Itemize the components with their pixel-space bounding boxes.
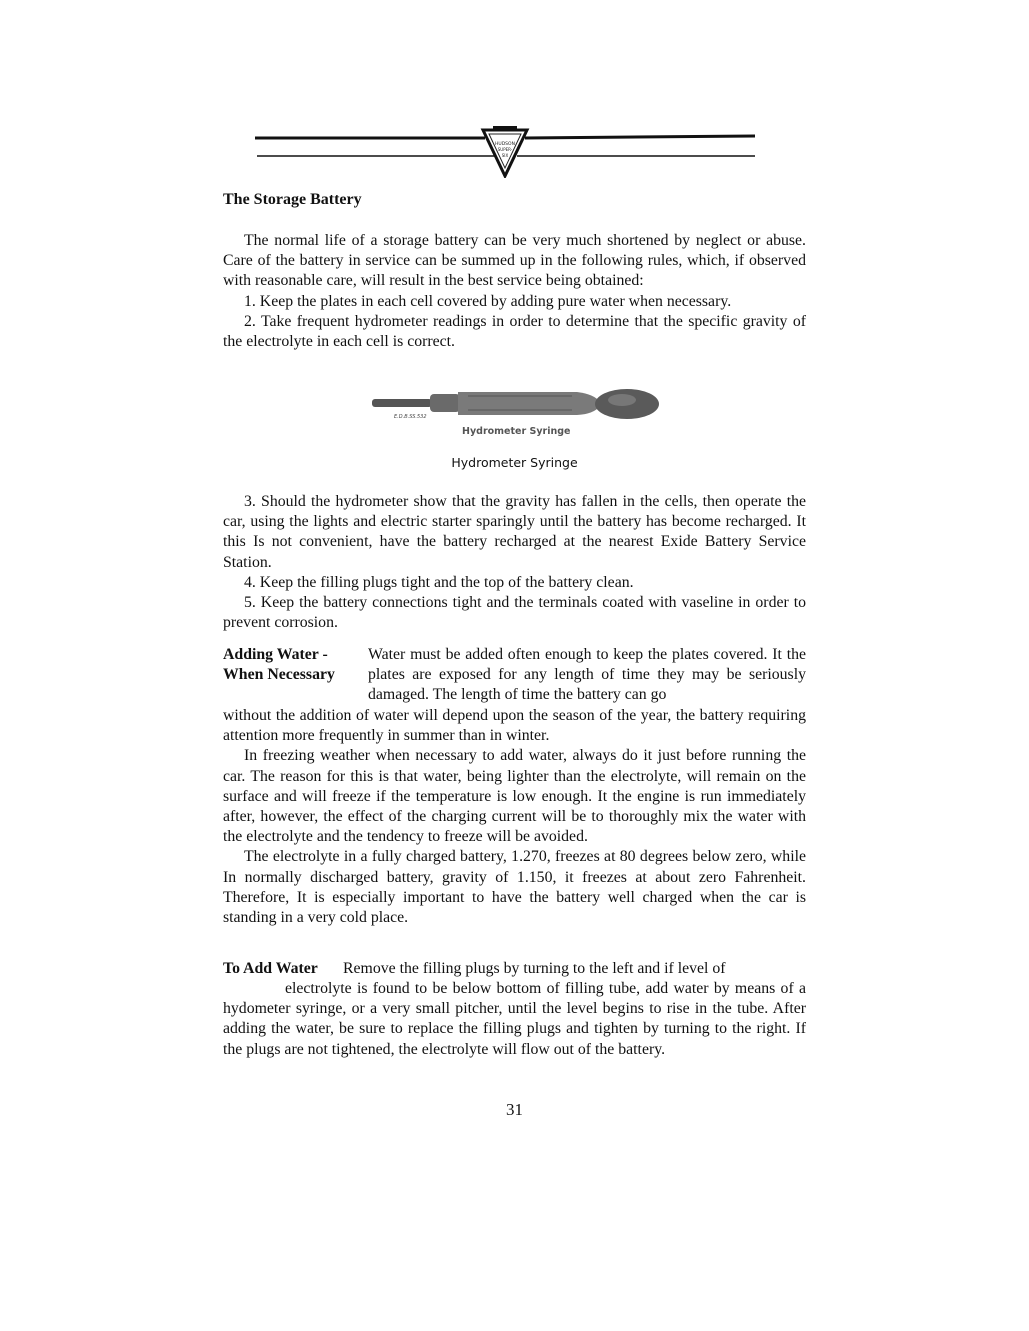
hudson-emblem-divider (255, 126, 755, 178)
intro-block (223, 231, 806, 352)
to-add-water-block (223, 979, 806, 1060)
rules-block (223, 492, 806, 633)
continuation-paragraph: without the addition of water will depend upon the season of the year, the battery requiring attention more frequently in summer than in winter. (223, 707, 806, 745)
to-add-water-first-line: Remove the filling plugs by turning to the left and if level of (343, 960, 726, 977)
figure-stamp: E.D.B.SS.532 (394, 414, 427, 420)
side-heading-line: Adding Water - (223, 646, 328, 663)
figure-caption: Hydrometer Syringe (451, 455, 578, 470)
freezing-paragraph: In freezing weather when necessary to add water, always do it just before running the car. The reason for this is that water, being lighter than the electrolyte, will remain on the surface and will freeze if the temperature is low enough. It the engine is run immediately after, however, the effect of the charging current will be to thoroughly mix the water with the electrolyte and the tendency to freeze will be avoided. (223, 747, 806, 846)
side-heading-to-add-water: To Add Water (223, 960, 318, 977)
rule-item: 1. Keep the plates in each cell covered by adding pure water when necessary. (244, 292, 732, 310)
svg-text:SUPER-: SUPER- (497, 147, 513, 152)
electrolyte-paragraph: The electrolyte in a fully charged battery, 1.270, freezes at 80 degrees below zero, while In normally discharged battery, gravity of 1.150, it freezes at about zero Fahrenheit. Therefore, It is especially important to have the battery well charged when the car is standing in a very cold place. (223, 848, 806, 927)
rule-item: 2. Take frequent hydrometer readings in order to determine that the specific gravity of the electrolyte in each cell is correct. (223, 312, 806, 351)
to-add-water-paragraph: electrolyte is found to be below bottom of filling tube, add water by means of a hydometer syringe, or a very small pitcher, until the level begins to rise in the tube. After adding the water, be sure to replace the filling plugs and tighten by turning to the right. If the plugs are not tightened, the electrolyte will flow out of the battery. (223, 980, 806, 1058)
svg-text:SIX: SIX (501, 153, 509, 158)
page-number: 31 (506, 1100, 523, 1119)
section-title: The Storage Battery (223, 191, 362, 208)
intro-paragraph: The normal life of a storage battery can be very much shortened by neglect or abuse. Care of the battery in service can be summed up in the following rules, which, if observed with reasonable care, will result in the best service being obtained: (223, 232, 806, 290)
hydrometer-syringe-illustration (372, 386, 662, 442)
rule-item: 3. Should the hydrometer show that the gravity has fallen in the cells, then operate the car, using the lights and electric starter sparingly until the battery has become recharged. It this Is not convenient, have the battery recharged at the nearest Exide Battery Service Station. (223, 493, 806, 571)
side-heading-line: When Necessary (223, 666, 335, 684)
adding-water-side-text: Water must be added often enough to keep the plates covered. It the plates are exposed for any length of time they may be seriously damaged. The length of time the battery can go (368, 646, 806, 704)
svg-text:HUDSON: HUDSON (495, 142, 515, 147)
adding-water-block (223, 706, 806, 928)
rule-item: 4. Keep the filling plugs tight and the top of the battery clean. (244, 573, 634, 591)
rule-item: 5. Keep the battery connections tight and the terminals coated with vaseline in order to prevent corrosion. (223, 594, 806, 632)
figure-image-label: Hydrometer Syringe (462, 426, 571, 437)
side-heading-adding-water (223, 645, 335, 685)
